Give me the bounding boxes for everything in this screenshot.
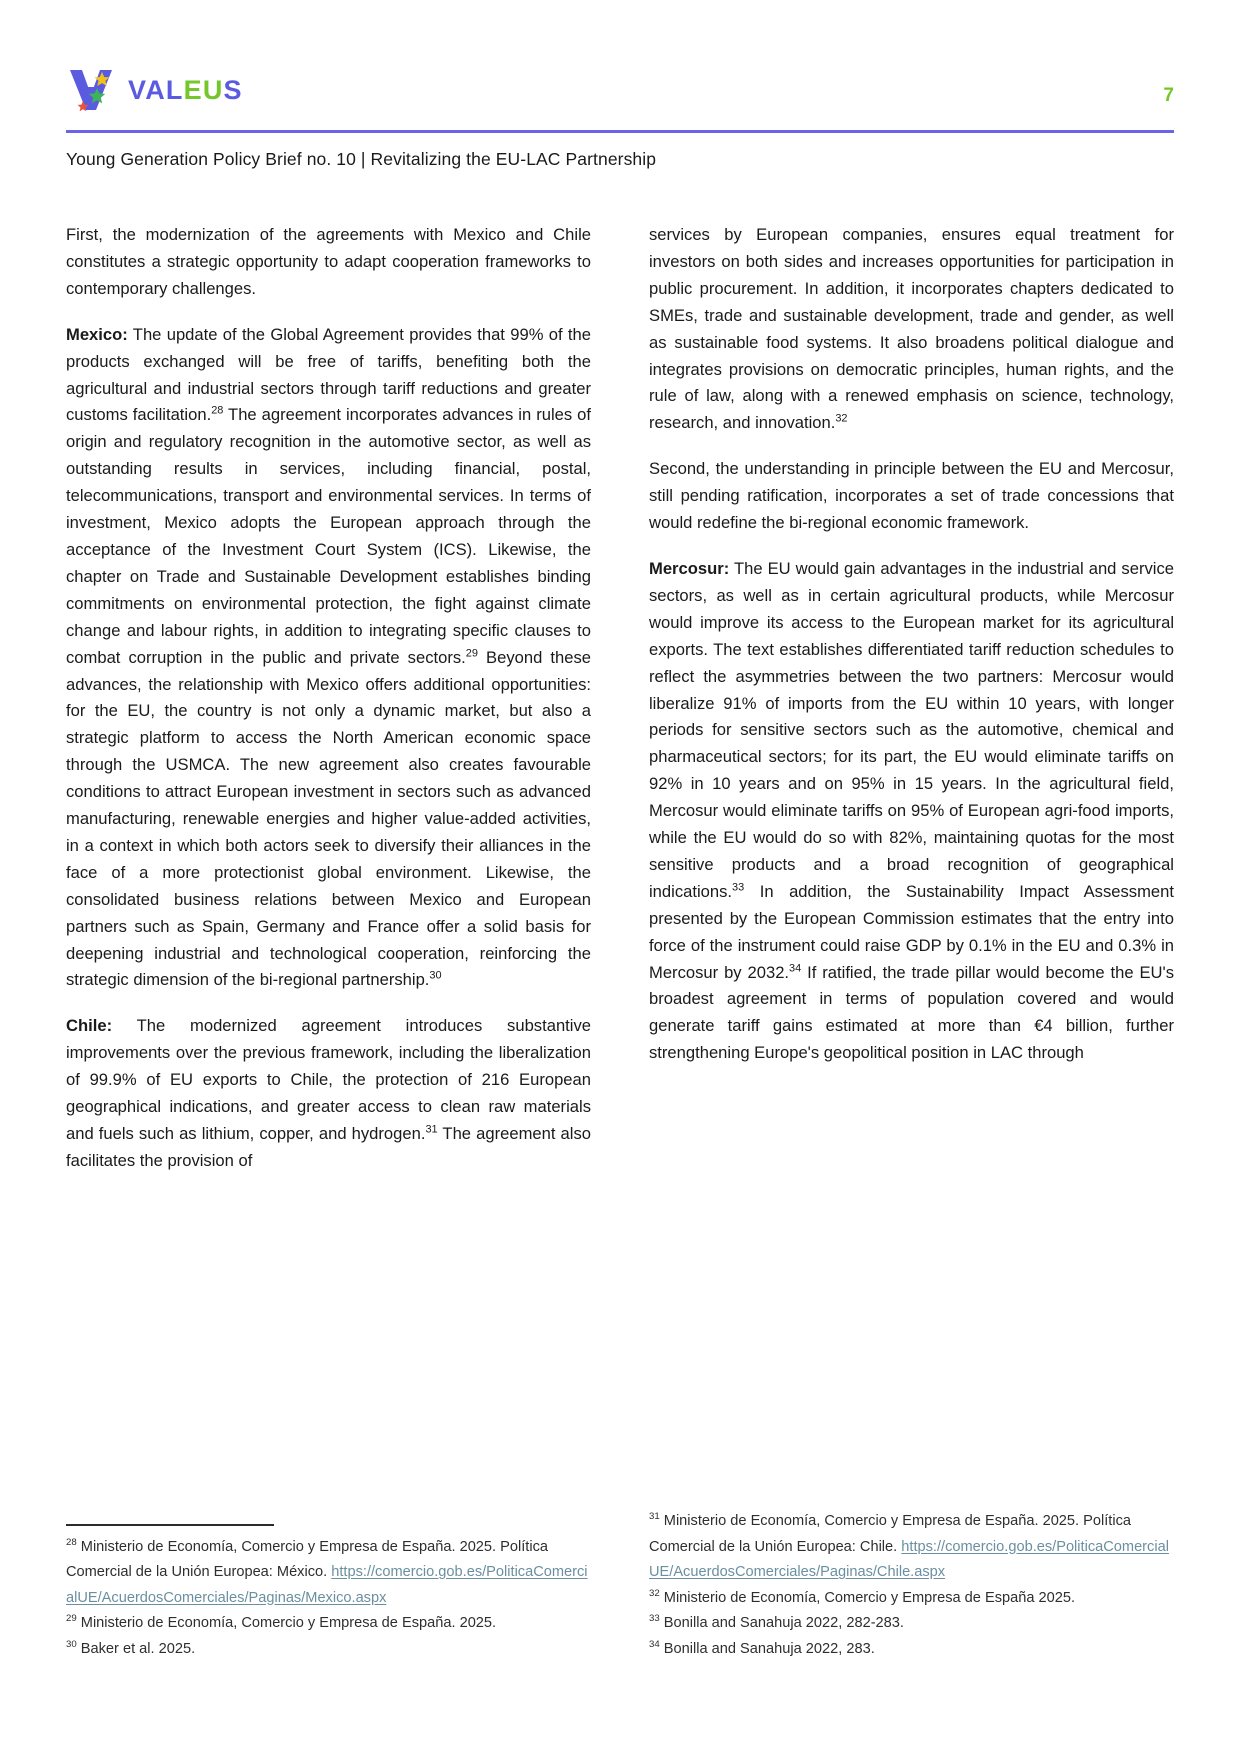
footnote-text: Bonilla and Sanahuja 2022, 282-283. [663,1615,904,1631]
paragraph-second [649,456,1174,537]
footnote-number: 34 [649,1638,660,1650]
footnote-separator [66,1524,274,1526]
footnote-text: Ministerio de Economía, Comercio y Empresa de España 2025. [663,1589,1076,1606]
paragraph-text: Second, the understanding in principle between the EU and Mercosur, still pending ratification, incorporates a set of trade concessions that would redefine the bi-regional economic framework. [649,459,1174,533]
footnote-ref[interactable]: 29 [465,647,478,660]
header-divider [66,130,1174,133]
footnote-ref[interactable]: 33 [732,881,745,894]
footnote-number: 29 [66,1613,77,1625]
paragraph-text-cont: The agreement incorporates advances in rules of origin and regulatory recognition in the automotive sector, as well as outstanding results in services, including financial, postal, telecommunications, transport and environmental services. In terms of investment, Mexico adopts the European approach through the acceptance of the Investment Court System (ICS). Likewise, the chapter on Trade and Sustainable Development establishes binding commitments on environmental protection, the fight against climate change and labour rights, in addition to integrating specific clauses to combat corruption in the public and private sectors. [66,405,592,667]
paragraph-text-cont: The agreement also facilitates the provision of [66,1124,591,1170]
paragraph-lead-label: Mercosur: [649,558,730,578]
paragraph-text: First, the modernization of the agreements with Mexico and Chile constitutes a strategic opportunity to adapt cooperation frameworks to contemporary challenges. [66,225,591,298]
footnote-link[interactable]: https://comercio.gob.es/PoliticaComercialUE/AcuerdosComerciales/Paginas/Mexico.aspx [66,1564,588,1606]
right-column-body [649,222,1174,1067]
right-footnotes [649,1496,1174,1662]
footnote-text: Ministerio de Economía, Comercio y Empresa de España. 2025. Política Comercial de la Unión Europea: Chile. [649,1513,1132,1555]
left-column-body [66,222,591,1175]
right-column [649,222,1174,1662]
paragraph-mexico [66,322,591,995]
paragraph-text: The update of the Global Agreement provides that 99% of the products exchanged will be free of tariffs, benefiting both the agricultural and industrial sectors through tariff reductions and greater customs facilitation. [66,324,591,425]
footnote-31 [649,1509,1174,1586]
logo-text-eu: EU [183,74,224,105]
footnote-32 [649,1586,1174,1612]
paragraph-text: The EU would gain advantages in the industrial and service sectors, as well as in certain agricultural products, while Mercosur would improve its access to the European market for its agricultural exports. The text establishes differentiated tariff reduction schedules to reflect the asymmetries between the two partners: Mercosur would liberalize 91% of imports from the EU within 10 years, with longer periods for sensitive sectors such as the automotive, chemical and pharmaceutical sectors; for its part, the EU would eliminate tariffs on 92% in 10 years and on 95% in 15 years. In the agricultural field, Mercosur would eliminate tariffs on 95% of European agri-food imports, while the EU would do so with 82%, maintaining quotas for the most sensitive products and a broad recognition of geographical indications. [649,558,1174,901]
footnote-ref[interactable]: 32 [835,412,848,425]
paragraph-intro [66,222,591,303]
paragraph-text-cont2: Beyond these advances, the relationship with Mexico offers additional opportunities: for the EU, the country is not only a dynamic market, but also a strategic platform to access the North American economic space through the USMCA. The new agreement also creates favourable conditions to attract European investment in sectors such as advanced manufacturing, renewable energies and higher value-added activities, in a context in which both actors seek to diversify their alliances in the face of a more protectionist global environment. Likewise, the consolidated business relations between Mexico and European partners such as Spain, Germany and France offer a solid basis for deepening industrial and technological cooperation, reinforcing the strategic dimension of the bi-regional partnership. [66,647,592,990]
footnote-text: Ministerio de Economía, Comercio y Empresa de España. 2025. Política Comercial de la Unión Europea: México. [66,1538,549,1580]
footnote-number: 32 [649,1587,660,1599]
footnote-number: 31 [649,1511,660,1523]
footnote-ref[interactable]: 34 [789,962,802,975]
footnote-34 [649,1637,1174,1663]
paragraph-text-cont2: If ratified, the trade pillar would become the EU's broadest agreement in terms of population covered and would generate tariff gains estimated at more than €4 billion, further strengthening Europe's geopolitical position in LAC through [649,962,1174,1063]
running-head: Young Generation Policy Brief no. 10 | Revitalizing the EU-LAC Partnership [66,149,657,169]
left-footnotes [66,1522,591,1662]
footnote-ref[interactable]: 31 [425,1123,438,1136]
page-number: 7 [1163,85,1174,106]
left-column [66,222,591,1662]
valeus-logo [66,64,1174,116]
footnote-ref[interactable]: 28 [211,404,224,417]
paragraph-text: The modernized agreement introduces substantive improvements over the previous framework, including the liberalization of 99.9% of EU exports to Chile, the protection of 216 European geographical indications, and greater access to clean raw materials and fuels such as lithium, copper, and hydrogen. [66,1016,591,1143]
logo-text-s: S [223,74,243,105]
valeus-wordmark [128,74,243,105]
footnote-33 [649,1611,1174,1637]
valeus-v-mark-icon [66,65,118,115]
paragraph-lead-label: Chile: [66,1016,113,1036]
footnote-text: Ministerio de Economía, Comercio y Empresa de España. 2025. [80,1615,497,1631]
footnote-ref[interactable]: 30 [429,969,442,982]
footnote-text: Bonilla and Sanahuja 2022, 283. [663,1640,875,1657]
footnote-text: Baker et al. 2025. [80,1640,196,1657]
paragraph-text-cont: In addition, the Sustainability Impact Assessment presented by the European Commission estimates that the entry into force of the instrument could raise GDP by 0.1% in the EU and 0.3% in Mercosur by 2032. [649,881,1174,982]
logo-text-val: VAL [128,74,184,105]
paragraph-chile [66,1013,591,1174]
paragraph-text: services by European companies, ensures equal treatment for investors on both sides and increases opportunities for participation in public procurement. In addition, it incorporates chapters dedicated to SMEs, trade and sustainable development, trade and gender, as well as sustainable food systems. It also broadens political dialogue and integrates provisions on democratic principles, human rights, and the rule of law, along with a renewed emphasis on science, technology, research, and innovation. [649,225,1174,433]
footnote-29 [66,1611,591,1637]
paragraph-mercosur [649,556,1174,1067]
footnote-30 [66,1637,591,1663]
footnote-link[interactable]: https://comercio.gob.es/PoliticaComercialUE/AcuerdosComerciales/Paginas/Chile.aspx [649,1538,1169,1580]
two-column-layout [66,222,1174,1662]
footnote-number: 30 [66,1638,77,1650]
paragraph-lead-label: Mexico: [66,324,128,344]
paragraph-services [649,222,1174,437]
footnote-28 [66,1535,591,1612]
footnote-number: 33 [649,1613,660,1625]
footnote-number: 28 [66,1536,77,1548]
